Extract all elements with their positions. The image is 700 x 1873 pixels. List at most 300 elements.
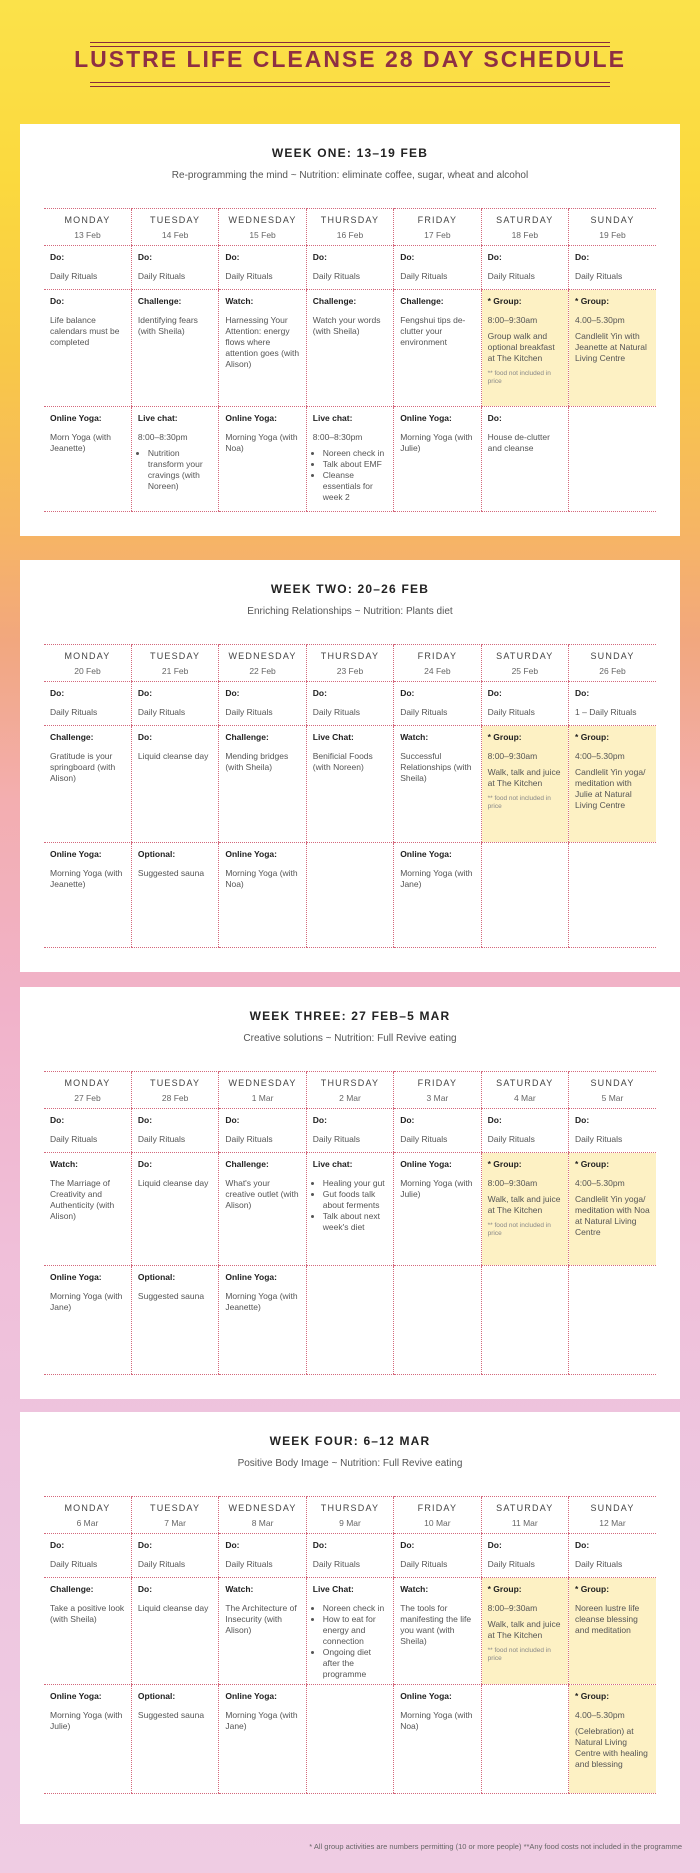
week-card <box>20 987 680 1399</box>
activity-label: * Group: <box>487 1159 522 1169</box>
activity-label: Do: <box>575 1540 590 1550</box>
day-header <box>131 1497 218 1534</box>
day-date: 19 Feb <box>599 230 626 240</box>
activity-text: Harnessing Your Attention: energy flows where attention goes (with Alison) <box>225 315 300 369</box>
day-name: FRIDAY <box>417 651 458 661</box>
week-subtitle: Positive Body Image ~ Nutrition: Full Revive eating <box>237 1458 463 1469</box>
activity-cell <box>569 1109 656 1153</box>
schedule-row <box>44 290 656 407</box>
day-header <box>481 1072 568 1109</box>
activity-text: Morning Yoga (with Julie) <box>50 1710 123 1731</box>
page-header <box>0 0 700 110</box>
activity-label: Live chat: <box>137 413 178 423</box>
activity-cell <box>569 682 656 726</box>
activity-cell <box>219 246 306 290</box>
footnote: * All group activities are numbers permitting (10 or more people) **Any food costs not included in the programme <box>309 1842 682 1851</box>
activity-label: Do: <box>50 1540 65 1550</box>
day-date: 12 Mar <box>599 1518 626 1528</box>
day-name: SATURDAY <box>496 1078 554 1088</box>
header-rule-top <box>90 42 610 43</box>
activity-time: 4:00–5.30pm <box>575 751 625 761</box>
activity-label: Do: <box>400 1115 415 1125</box>
activity-time: 8:00–8:30pm <box>312 432 363 442</box>
activity-text: Daily Rituals <box>487 271 535 281</box>
activity-label: Do: <box>50 1115 65 1125</box>
activity-cell <box>394 290 481 407</box>
activity-cell <box>131 682 218 726</box>
day-header <box>481 1497 568 1534</box>
header-rule-bottom-2 <box>90 86 610 87</box>
day-date: 7 Mar <box>164 1518 186 1528</box>
day-name: SUNDAY <box>590 1503 635 1513</box>
activity-label: Do: <box>225 688 240 698</box>
day-name: MONDAY <box>64 1503 111 1513</box>
activity-text: The Marriage of Creativity and Authenticity (with Alison) <box>50 1178 115 1221</box>
activity-note: ** food not included in price <box>487 1222 551 1237</box>
activity-label: * Group: <box>575 1584 610 1594</box>
day-header <box>219 1497 306 1534</box>
day-date: 25 Feb <box>511 666 539 676</box>
activity-label: Online Yoga: <box>225 849 277 859</box>
activity-text: Daily Rituals <box>400 271 448 281</box>
activity-label: Do: <box>487 252 502 262</box>
week-card <box>20 1412 680 1824</box>
day-header <box>569 1497 656 1534</box>
activity-cell <box>306 407 393 512</box>
activity-cell <box>219 407 306 512</box>
day-name: SUNDAY <box>590 651 635 661</box>
activity-cell <box>131 246 218 290</box>
day-name: FRIDAY <box>417 1078 458 1088</box>
activity-label: Online Yoga: <box>50 849 102 859</box>
activity-label: Do: <box>137 732 153 742</box>
day-name: TUESDAY <box>150 651 201 661</box>
activity-text: What's your creative outlet (with Alison) <box>225 1178 299 1210</box>
activity-text: Daily Rituals <box>137 1559 186 1569</box>
activity-cell <box>306 1153 393 1266</box>
activity-cell <box>394 1266 481 1375</box>
week-card <box>20 560 680 972</box>
schedule-row <box>44 407 656 512</box>
activity-text: Suggested sauna <box>137 868 205 878</box>
activity-label: Live Chat: <box>312 1584 354 1594</box>
activity-note: ** food not included in price <box>487 1647 551 1662</box>
activity-label: Do: <box>225 1115 240 1125</box>
schedule-row <box>44 726 656 843</box>
activity-cell <box>131 1109 218 1153</box>
activity-label: Online Yoga: <box>225 1691 277 1701</box>
activity-label: * Group: <box>575 732 610 742</box>
activity-label: Do: <box>137 1540 153 1550</box>
day-header <box>131 645 218 682</box>
day-date: 16 Feb <box>336 230 364 240</box>
activity-cell <box>44 290 131 407</box>
activity-text: Walk, talk and juice at The Kitchen <box>487 767 561 788</box>
activity-text: Daily Rituals <box>225 1559 273 1569</box>
activity-label: Optional: <box>137 849 176 859</box>
activity-label: Challenge: <box>50 1584 94 1594</box>
activity-label: Live chat: <box>312 1159 353 1169</box>
activity-text: Noreen lustre life cleanse blessing and meditation <box>575 1603 640 1635</box>
day-header-row <box>44 1497 656 1534</box>
day-header <box>44 1497 131 1534</box>
week-title: WEEK TWO: 20–26 FEB <box>270 582 430 596</box>
activity-time: 8:00–9:30am <box>487 1178 538 1188</box>
activity-label: Watch: <box>400 1584 429 1594</box>
day-date: 23 Feb <box>336 666 364 676</box>
activity-time: 8:00–9:30am <box>487 751 538 761</box>
day-name: THURSDAY <box>320 1503 380 1513</box>
activity-label: * Group: <box>487 732 522 742</box>
activity-label: Do: <box>137 1584 153 1594</box>
group-activity-cell <box>569 290 656 407</box>
group-activity-cell <box>481 726 568 843</box>
activity-text: Morn Yoga (with Jeanette) <box>50 432 111 453</box>
activity-label: * Group: <box>575 296 610 306</box>
activity-label: Do: <box>575 688 590 698</box>
activity-label: Do: <box>137 1159 153 1169</box>
activity-cell <box>219 1534 306 1578</box>
activity-cell <box>306 726 393 843</box>
activity-text: Daily Rituals <box>400 1134 448 1144</box>
group-activity-cell <box>569 1153 656 1266</box>
activity-label: Watch: <box>225 1584 254 1594</box>
activity-text: Daily Rituals <box>50 271 98 281</box>
activity-cell <box>131 1534 218 1578</box>
activity-cell <box>481 1109 568 1153</box>
group-activity-cell <box>481 290 568 407</box>
activity-cell <box>44 726 131 843</box>
activity-text: Benificial Foods (with Noreen) <box>312 751 373 772</box>
activity-label: Do: <box>575 252 590 262</box>
activity-label: Do: <box>225 1540 240 1550</box>
activity-text: Daily Rituals <box>225 1134 273 1144</box>
activity-label: Watch: <box>225 296 254 306</box>
activity-cell <box>219 290 306 407</box>
activity-cell <box>394 1109 481 1153</box>
activity-text: House de-clutter and cleanse <box>487 432 550 453</box>
activity-text: The tools for manifesting the life you want (with Sheila) <box>400 1603 472 1646</box>
day-date: 2 Mar <box>339 1093 361 1103</box>
activity-label: Do: <box>50 688 65 698</box>
group-activity-cell <box>481 1578 568 1685</box>
activity-text: Daily Rituals <box>137 271 186 281</box>
activity-cell <box>394 1534 481 1578</box>
activity-cell <box>394 407 481 512</box>
activity-text: Successful Relationships (with Sheila) <box>400 751 472 783</box>
activity-label: Do: <box>137 252 153 262</box>
day-date: 11 Mar <box>511 1518 538 1528</box>
week-card <box>20 124 680 536</box>
activity-cell <box>569 1534 656 1578</box>
activity-cell <box>569 1266 656 1375</box>
week-subtitle: Enriching Relationships ~ Nutrition: Plants diet <box>247 606 453 617</box>
activity-text: Fengshui tips de-clutter your environment <box>400 315 466 347</box>
day-date: 5 Mar <box>601 1093 624 1103</box>
bullet-item: • Nutrition transform your cravings (with Noreen) <box>148 448 212 492</box>
activity-cell <box>306 843 393 948</box>
day-name: SUNDAY <box>590 1078 635 1088</box>
activity-text: Watch your words (with Sheila) <box>312 315 381 336</box>
activity-text: Daily Rituals <box>225 271 273 281</box>
activity-label: * Group: <box>487 296 522 306</box>
schedule-table <box>44 1071 656 1375</box>
activity-cell <box>306 1578 393 1685</box>
activity-cell <box>219 1578 306 1685</box>
activity-label: Online Yoga: <box>50 1691 102 1701</box>
day-name: FRIDAY <box>417 215 458 225</box>
day-header <box>44 1072 131 1109</box>
day-date: 14 Feb <box>161 230 189 240</box>
activity-cell <box>394 843 481 948</box>
activity-text: Daily Rituals <box>312 1134 361 1144</box>
day-date: 13 Feb <box>74 230 101 240</box>
day-name: THURSDAY <box>320 215 380 225</box>
day-name: TUESDAY <box>150 215 201 225</box>
activity-cell <box>394 1578 481 1685</box>
day-date: 8 Mar <box>251 1518 274 1528</box>
week-title: WEEK ONE: 13–19 FEB <box>271 146 429 160</box>
activity-time: 4.00–5.30pm <box>575 315 625 325</box>
activity-cell <box>394 726 481 843</box>
activity-text: Life balance calendars must be completed <box>50 315 120 347</box>
day-name: SATURDAY <box>496 1503 554 1513</box>
activity-cell <box>44 843 131 948</box>
activity-label: Watch: <box>50 1159 79 1169</box>
bullet-item: • Cleanse essentials for week 2 <box>323 470 387 503</box>
activity-label: Do: <box>50 252 65 262</box>
activity-cell <box>44 682 131 726</box>
activity-text: Daily Rituals <box>50 707 98 717</box>
activity-cell <box>219 1153 306 1266</box>
bullet-item: • Healing your gut <box>323 1178 387 1189</box>
activity-text: Group walk and optional breakfast at The Kitchen <box>487 331 555 363</box>
day-date: 21 Feb <box>161 666 189 676</box>
activity-label: * Group: <box>487 1584 522 1594</box>
activity-cell <box>481 1266 568 1375</box>
activity-text: Morning Yoga (with Jeanette) <box>50 868 123 889</box>
activity-text: Daily Rituals <box>575 1559 623 1569</box>
activity-cell <box>306 290 393 407</box>
bullet-item: • How to eat for energy and connection <box>323 1614 387 1647</box>
schedule-row <box>44 1109 656 1153</box>
day-header <box>569 645 656 682</box>
day-date: 17 Feb <box>424 230 451 240</box>
activity-cell <box>219 726 306 843</box>
activity-text: Suggested sauna <box>137 1291 205 1301</box>
day-date: 20 Feb <box>74 666 101 676</box>
day-header <box>131 209 218 246</box>
bullet-item: • Ongoing diet after the programme <box>323 1647 387 1680</box>
day-header <box>481 645 568 682</box>
activity-text: Morning Yoga (with Jane) <box>225 1710 298 1731</box>
day-header <box>306 209 393 246</box>
activity-cell <box>44 1109 131 1153</box>
day-date: 22 Feb <box>249 666 276 676</box>
activity-label: Optional: <box>137 1691 176 1701</box>
activity-text: Identifying fears (with Sheila) <box>137 315 198 336</box>
day-date: 26 Feb <box>599 666 626 676</box>
activity-text: Take a positive look (with Sheila) <box>50 1603 125 1624</box>
day-date: 28 Feb <box>161 1093 189 1103</box>
activity-bullets <box>138 448 212 492</box>
day-date: 24 Feb <box>424 666 451 676</box>
activity-bullets <box>313 448 387 503</box>
activity-label: Online Yoga: <box>400 1691 452 1701</box>
day-date: 15 Feb <box>249 230 276 240</box>
activity-time: 4.00–5.30pm <box>575 1710 625 1720</box>
activity-cell <box>131 290 218 407</box>
activity-label: Do: <box>487 413 502 423</box>
day-date: 10 Mar <box>424 1518 451 1528</box>
day-name: MONDAY <box>64 1078 111 1088</box>
activity-text: Morning Yoga (with Julie) <box>400 432 473 453</box>
day-name: SUNDAY <box>590 215 635 225</box>
activity-label: Challenge: <box>225 1159 269 1169</box>
day-header <box>481 209 568 246</box>
activity-text: Walk, talk and juice at The Kitchen <box>487 1194 561 1215</box>
activity-cell <box>306 682 393 726</box>
day-header <box>394 209 481 246</box>
activity-label: Live Chat: <box>312 732 354 742</box>
activity-cell <box>219 682 306 726</box>
day-header <box>131 1072 218 1109</box>
week-subtitle: Creative solutions ~ Nutrition: Full Revive eating <box>243 1033 457 1044</box>
activity-label: Online Yoga: <box>400 413 452 423</box>
bullet-item: • Noreen check in <box>323 448 387 459</box>
schedule-row <box>44 1578 656 1685</box>
activity-cell <box>44 1153 131 1266</box>
page-title: LUSTRE LIFE CLEANSE 28 DAY SCHEDULE <box>74 46 626 72</box>
day-date: 3 Mar <box>426 1093 449 1103</box>
activity-text: Daily Rituals <box>312 1559 361 1569</box>
activity-label: Do: <box>225 252 240 262</box>
activity-label: * Group: <box>575 1691 610 1701</box>
activity-text: Morning Yoga (with Jane) <box>50 1291 123 1312</box>
activity-label: Do: <box>312 688 327 698</box>
day-date: 6 Mar <box>76 1518 99 1528</box>
activity-text: Daily Rituals <box>487 1559 535 1569</box>
day-date: 9 Mar <box>339 1518 361 1528</box>
schedule-row <box>44 246 656 290</box>
day-date: 1 Mar <box>251 1093 274 1103</box>
day-name: TUESDAY <box>150 1078 201 1088</box>
group-activity-cell <box>481 1153 568 1266</box>
week-title: WEEK FOUR: 6–12 MAR <box>269 1434 431 1448</box>
activity-text: Daily Rituals <box>400 707 448 717</box>
activity-text: Morning Yoga (with Jeanette) <box>225 1291 298 1312</box>
activity-label: Challenge: <box>400 296 444 306</box>
day-name: SATURDAY <box>496 651 554 661</box>
day-header-row <box>44 1072 656 1109</box>
bullet-item: • Gut foods talk about ferments <box>323 1189 387 1211</box>
header-rule-bottom <box>90 82 610 83</box>
activity-cell <box>394 246 481 290</box>
activity-label: Do: <box>400 1540 415 1550</box>
activity-cell <box>131 1578 218 1685</box>
schedule-row <box>44 682 656 726</box>
activity-cell <box>131 843 218 948</box>
activity-cell <box>131 726 218 843</box>
day-name: THURSDAY <box>320 651 380 661</box>
activity-label: Do: <box>487 1115 502 1125</box>
activity-cell <box>394 682 481 726</box>
activity-cell <box>219 843 306 948</box>
activity-label: Do: <box>400 688 415 698</box>
activity-cell <box>306 1685 393 1794</box>
day-header <box>394 645 481 682</box>
activity-label: Optional: <box>137 1272 176 1282</box>
schedule-row <box>44 1534 656 1578</box>
schedule-row <box>44 1685 656 1794</box>
activity-cell <box>569 407 656 512</box>
activity-cell <box>131 1266 218 1375</box>
activity-text: Morning Yoga (with Noa) <box>225 868 298 889</box>
activity-label: Watch: <box>400 732 429 742</box>
day-header-row <box>44 645 656 682</box>
activity-bullets <box>313 1603 387 1680</box>
activity-text: Morning Yoga (with Jane) <box>400 868 473 889</box>
activity-text: Suggested sauna <box>137 1710 205 1720</box>
bullet-item: • Talk about next week's diet <box>323 1211 387 1233</box>
activity-text: 1 – Daily Rituals <box>575 707 637 717</box>
activity-text: Daily Rituals <box>575 271 623 281</box>
day-header <box>44 209 131 246</box>
activity-cell <box>481 407 568 512</box>
day-header <box>306 1497 393 1534</box>
activity-label: Online Yoga: <box>225 413 277 423</box>
day-header <box>394 1072 481 1109</box>
activity-text: Daily Rituals <box>312 707 361 717</box>
activity-label: Do: <box>137 1115 153 1125</box>
activity-text: Morning Yoga (with Noa) <box>225 432 298 453</box>
activity-cell <box>481 1534 568 1578</box>
schedule-table <box>44 1496 656 1794</box>
activity-text: Liquid cleanse day <box>137 751 209 761</box>
day-name: MONDAY <box>64 651 111 661</box>
activity-time: 8:00–9:30am <box>487 1603 538 1613</box>
activity-time: 8:00–9:30am <box>487 315 538 325</box>
activity-label: Do: <box>312 252 327 262</box>
activity-label: Online Yoga: <box>400 849 452 859</box>
day-date: 4 Mar <box>513 1093 536 1103</box>
day-header <box>219 209 306 246</box>
bullet-item: • Talk about EMF <box>323 459 387 470</box>
activity-text: Candlelit Yin with Jeanette at Natural Living Centre <box>575 331 647 363</box>
activity-text: Daily Rituals <box>137 1134 186 1144</box>
activity-cell <box>394 1153 481 1266</box>
activity-text: Daily Rituals <box>225 707 273 717</box>
activity-cell <box>219 1266 306 1375</box>
activity-time: 4:00–5.30pm <box>575 1178 625 1188</box>
activity-text: Candlelit Yin yoga/ meditation with Noa at Natural Living Centre <box>575 1194 650 1237</box>
activity-text: Daily Rituals <box>312 271 361 281</box>
activity-cell <box>306 1534 393 1578</box>
day-name: MONDAY <box>64 215 111 225</box>
activity-cell <box>44 1534 131 1578</box>
activity-cell <box>219 1685 306 1794</box>
activity-time: 8:00–8:30pm <box>137 432 188 442</box>
activity-label: Do: <box>400 252 415 262</box>
day-header <box>306 645 393 682</box>
activity-cell <box>131 407 218 512</box>
activity-text: Daily Rituals <box>487 707 535 717</box>
activity-label: Do: <box>487 1540 502 1550</box>
activity-cell <box>481 843 568 948</box>
activity-note: ** food not included in price <box>487 795 551 810</box>
day-date: 18 Feb <box>511 230 539 240</box>
activity-text: (Celebration) at Natural Living Centre with healing and blessing <box>575 1726 648 1769</box>
